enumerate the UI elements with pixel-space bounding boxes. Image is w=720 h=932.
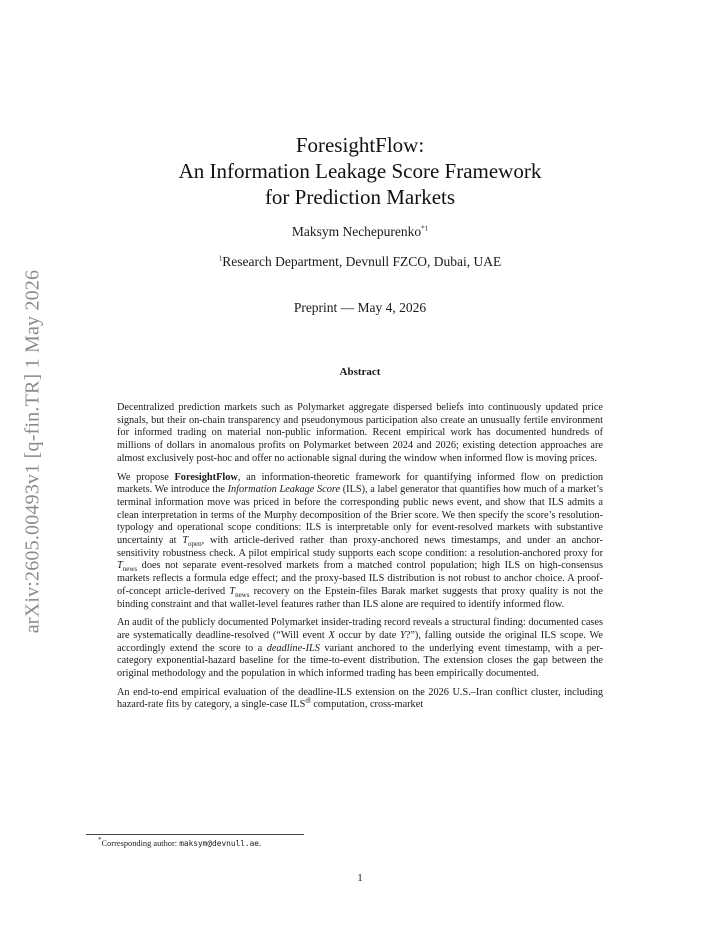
deadline-ils-term: deadline-ILS <box>266 642 320 654</box>
abstract-paragraph-3 <box>117 617 603 681</box>
arxiv-stamp-text: arXiv:2605.00493v1 [q-fin.TR] 1 May 2026 <box>21 269 44 634</box>
t-subscript-open: open <box>188 540 202 549</box>
t-subscript-news-2: news <box>235 590 250 599</box>
abstract-body <box>117 402 603 718</box>
abstract-heading: Abstract <box>339 366 381 378</box>
p2-text-2: , an information-theoretic framework for quantifying informed flow on prediction markets. We introduce the <box>117 471 603 496</box>
x-symbol: X <box>328 629 335 641</box>
p2-text-6: recovery on the Epstein-files Barak market suggests that proxy quality is not the binding constraint and that wallet-level features rather than ILS alone are required to identify informed flow. <box>117 585 603 610</box>
affiliation-text: Research Department, Devnull FZCO, Dubai, UAE <box>222 254 502 269</box>
footnote-rule <box>86 834 304 835</box>
t-symbol-3: T <box>229 585 236 597</box>
p2-text-5: does not separate event-resolved markets from a matched control population; high ILS on high-consensus markets reflects a formula edge effect; and the proxy-based ILS distribution is not robust to anchor choice. A proof-of-concept article-derived <box>117 560 603 597</box>
p2-text-3: (ILS), a label generator that quantifies how much of a market’s terminal information move was priced in before the corresponding public news event, and show that ILS admits a clean interpretation in terms of the Murphy decomposition of the Brier score. We then specify the score’s resolution-typology and operational scope conditions: ILS is interpretable only for event-resolved markets with substantive uncertainty at <box>117 484 603 547</box>
author-mark: *1 <box>421 224 429 233</box>
framework-name: ForesightFlow <box>174 471 238 483</box>
y-symbol: Y <box>400 629 406 641</box>
author-line <box>0 224 720 240</box>
footnote-mark: * <box>98 836 102 845</box>
p2-text-1: We propose <box>117 471 175 483</box>
ils-dl-superscript: dl <box>305 697 311 706</box>
t-symbol-1: T <box>182 535 189 547</box>
p2-text-4: , with article-derived rather than proxy-anchored news timestamps, and under an anchor-sensitivity robustness check. A pilot empirical study supports each scope condition: a resolution-anchored proxy for <box>117 535 603 559</box>
corresponding-email: maksym@devnull.ae <box>179 839 260 848</box>
affiliation-mark: 1 <box>218 254 223 263</box>
preprint-date: Preprint — May 4, 2026 <box>293 300 427 315</box>
paper-title-line-2: An Information Leakage Score Framework <box>178 159 542 183</box>
p3-text-1: An audit of the publicly documented Polymarket insider-trading record reveals a structural finding: documented cases are systematically deadline-resolved (“Will event <box>117 617 603 641</box>
paper-title-line-1: ForesightFlow: <box>295 133 425 157</box>
p3-text-3: ?”), falling outside the original ILS scope. We accordingly extend the score to a <box>117 629 603 654</box>
p3-text-2: occur by date <box>334 629 401 641</box>
abstract-paragraph-2 <box>117 472 603 612</box>
footnote-text: Corresponding author: <box>101 839 180 848</box>
footnote-end: . <box>259 839 262 848</box>
t-symbol-2: T <box>117 560 123 572</box>
p3-text-4: variant anchored to the underlying event timestamp, with a per-category exponential-hazard baseline for the time-to-event distribution. The extension closes the gap between the original methodology and the population in which informed trading has been empirically documented. <box>117 642 603 680</box>
p4-text-1: An end-to-end empirical evaluation of the deadline-ILS extension on the 2026 U.S.–Iran conflict cluster, including hazard-rate fits by category, a single-case ILS <box>117 686 603 711</box>
footnote <box>98 836 262 848</box>
affiliation-line <box>0 254 720 270</box>
paper-title-line-3: for Prediction Markets <box>264 185 456 209</box>
page-number: 1 <box>357 872 363 884</box>
ils-term: Information Leakage Score <box>227 484 341 496</box>
abstract-paragraph-1: Decentralized prediction markets such as Polymarket aggregate dispersed beliefs into continuously updated price signals, but their on-chain transparency and pseudonymous participation also create an unusually fertile environment for informed trading on material non-public information. Recent empirical work has documented hundreds of millions of dollars in anomalous profits on Polymarket between 2024 and 2026; existing detection approaches are almost exclusively post-hoc and offer no actionable signal during the window when informed flow is moving prices. <box>117 402 603 464</box>
p4-text-2: computation, cross-market <box>310 699 424 711</box>
author-name: Maksym Nechepurenko <box>291 224 422 239</box>
abstract-paragraph-4 <box>117 687 603 712</box>
t-subscript-news-1: news <box>122 565 138 574</box>
